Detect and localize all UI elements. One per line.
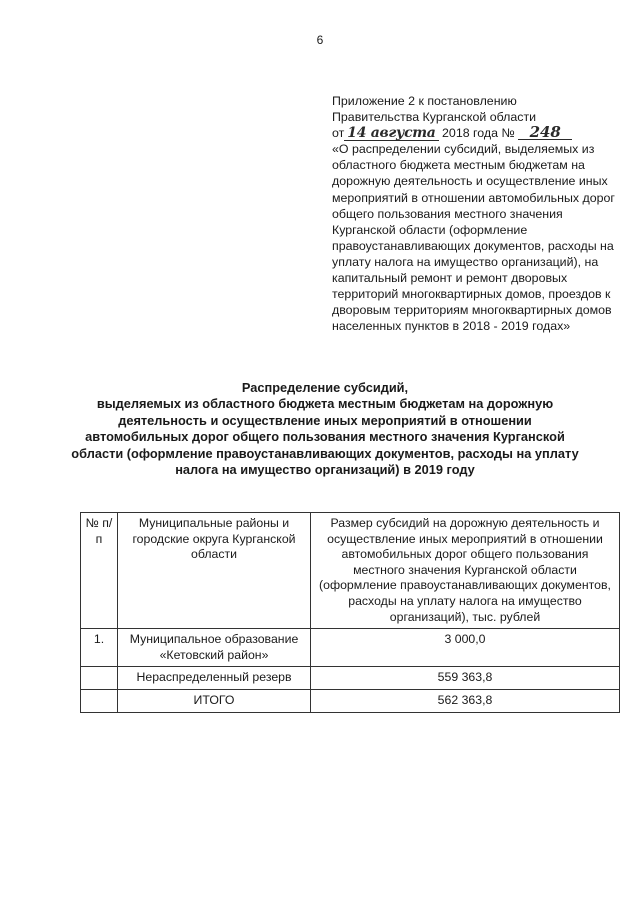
page-number: 6: [316, 33, 324, 47]
header-amount: Размер субсидий на дорожную деятельность и осуществление иных мероприятий в отношении автомобильных дорог общего пользования местного значения Курганской области (оформление правоустанавливающих документов, расходы на уплату налога на имущество организаций), тыс. рублей: [311, 513, 620, 629]
handwritten-date: 14 августа: [344, 127, 438, 141]
handwritten-number: 248: [518, 126, 572, 140]
header-num: № п/п: [81, 513, 118, 629]
row-amount: 3 000,0: [311, 629, 620, 667]
appendix-line-1: Приложение 2 к постановлению: [332, 94, 517, 108]
table-row: [81, 629, 620, 667]
title-body: выделяемых из областного бюджета местным бюджетам на дорожную деятельность и осуществление иных мероприятий в отношении автомобильных дорог общего пользования местного значения Курганской области (оформление правоустанавливающих документов, расходы на уплату налога на имущество организаций) в 2019 году: [71, 396, 579, 478]
subsidy-table: [80, 512, 620, 713]
row-district: Нераспределенный резерв: [118, 667, 311, 690]
table-header-row: [81, 513, 620, 629]
row-district: Муниципальное образование «Кетовский район»: [118, 629, 311, 667]
row-num: [81, 689, 118, 712]
row-num: 1.: [81, 629, 118, 667]
row-amount: 562 363,8: [311, 689, 620, 712]
title-heading: Распределение субсидий,: [241, 380, 409, 395]
appendix-date-line: [332, 125, 617, 141]
appendix-header: [332, 93, 617, 334]
appendix-description: «О распределении субсидий, выделяемых из областного бюджета местным бюджетам на дорожную деятельность и осуществление иных мероприятий в отношении автомобильных дорог общего пользования местного значения Курганской области (оформление правоустанавливающих документов, расходы на уплату налога на имущество организаций), на капитальный ремонт и ремонт дворовых территорий многоквартирных домов, проездов к дворовым территориям многоквартирных домов населенных пунктов в 2018 - 2019 годах»: [332, 142, 615, 334]
table-row: [81, 667, 620, 690]
document-title: [70, 380, 580, 478]
appendix-line-2: Правительства Курганской области: [332, 110, 537, 125]
year-label: 2018 года №: [442, 126, 515, 141]
row-amount: 559 363,8: [311, 667, 620, 690]
table-row-total: [81, 689, 620, 712]
row-num: [81, 667, 118, 690]
header-district: Муниципальные районы и городские округа Курганской области: [118, 513, 311, 629]
row-district: ИТОГО: [118, 689, 311, 712]
from-label: от: [332, 126, 345, 141]
